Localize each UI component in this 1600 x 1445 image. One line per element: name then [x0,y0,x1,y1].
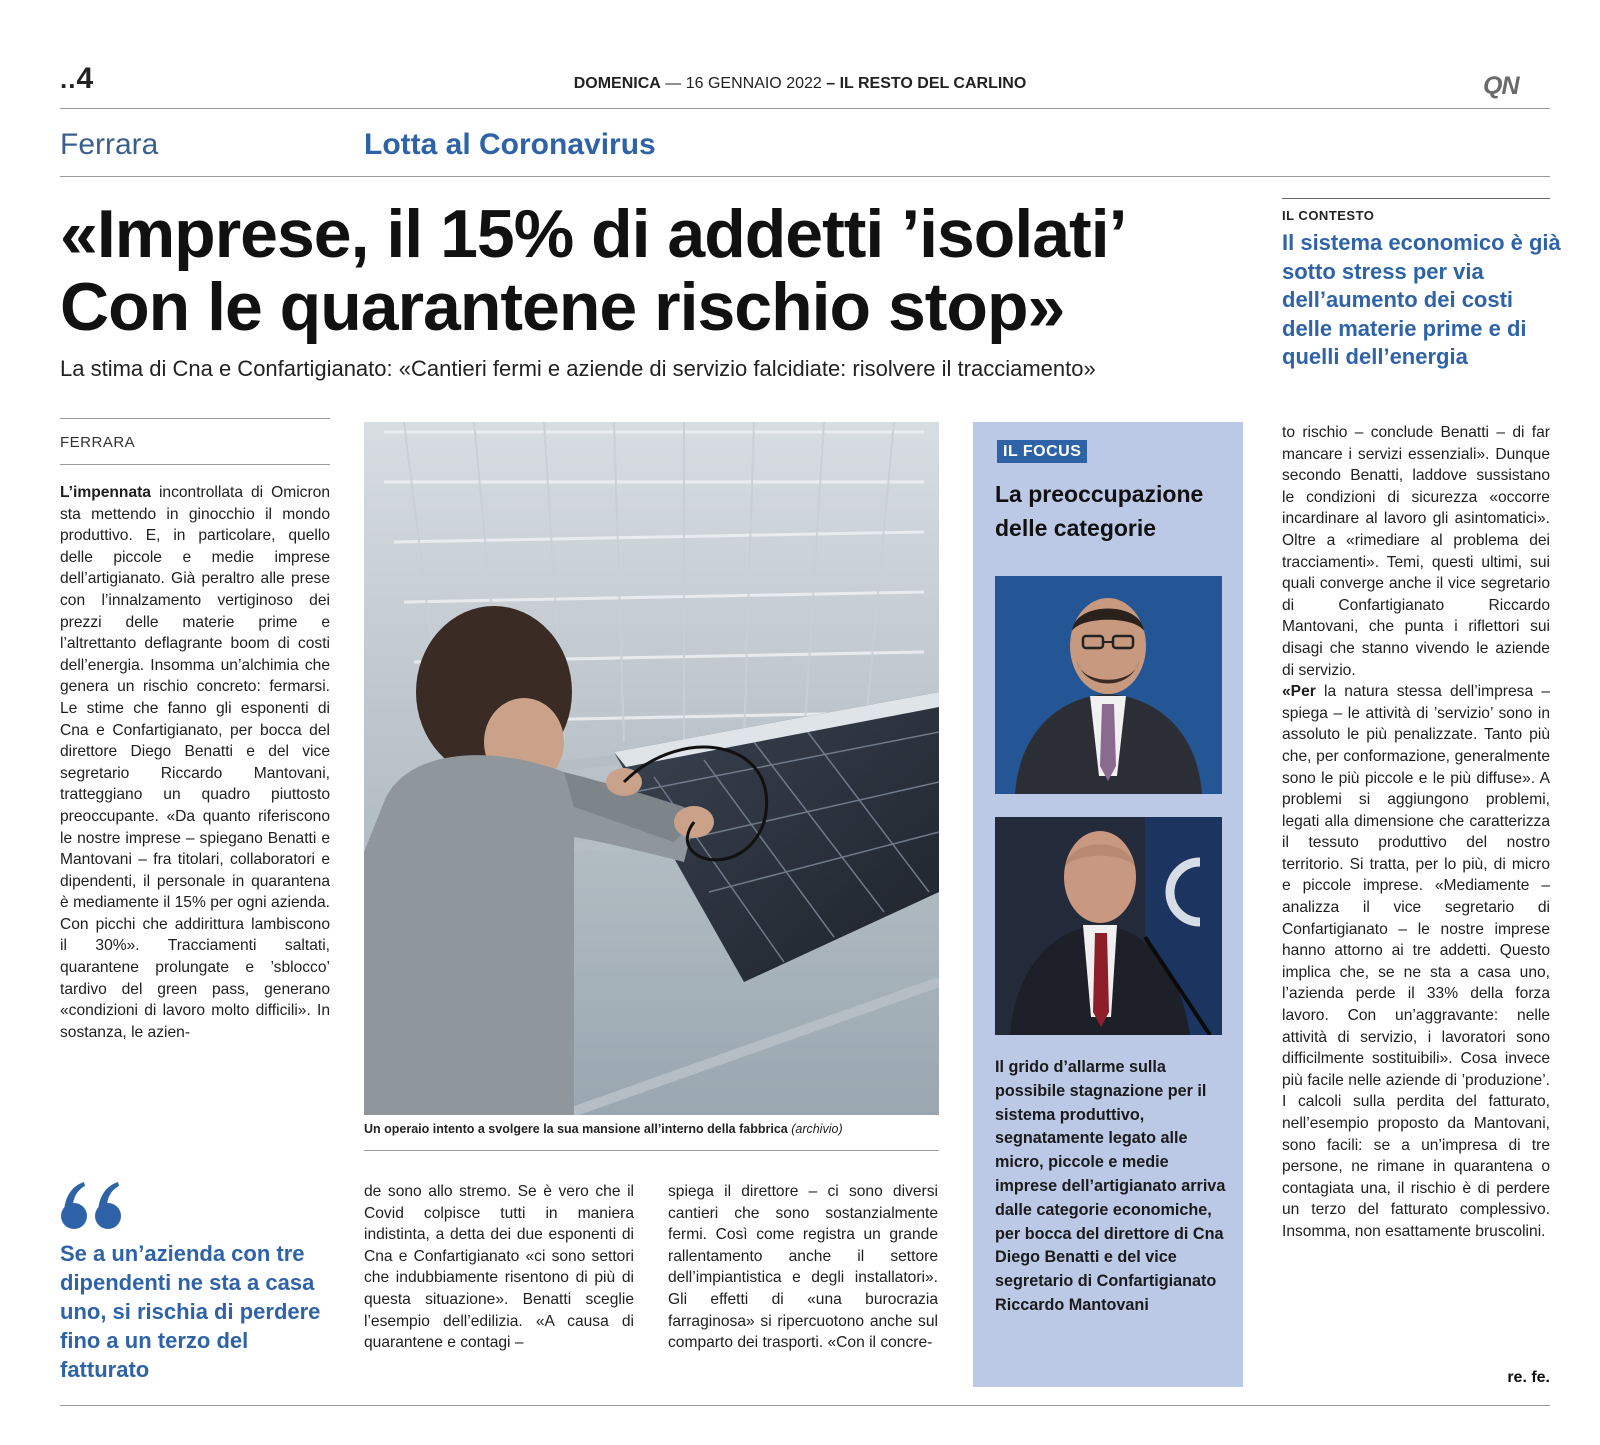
photo-caption [364,1122,939,1136]
quote-mark-icon [60,1180,124,1230]
portrait-1-illustration [995,576,1222,794]
article-lead-word: L’impennata [60,484,151,501]
pull-quote: Se a un’azienda con tre dipendenti ne sta a casa uno, si rischia di perdere fino a un terzo del fatturato [60,1241,321,1382]
dateline [0,75,1600,93]
caption-rule [364,1150,939,1151]
article-column-1 [60,482,330,1162]
dateline-dash: — [665,75,682,92]
newspaper-name: IL RESTO DEL CARLINO [839,75,1027,92]
headline-line-2: Con le quarantene rischio stop» [60,269,1065,345]
article-column-4-lead: «Per [1282,683,1316,701]
focus-tag: IL FOCUS [997,440,1087,463]
dateline-dash-2: – [826,75,836,92]
qn-logo: QN [1483,72,1519,100]
focus-title: La preoccupazione delle categorie [995,481,1204,541]
headline [60,198,1250,344]
focus-body: d’allarme sulla possibile stagnazione per il sistema produttivo, segnatamente legato alle micro, piccole e medie imprese dell’artigianato arriva dalle categorie economiche, per bocca del direttore di Cna Diego Benatti e del vice segretario di Confartigianato Riccardo Mantovani [995,1058,1226,1314]
subheadline: La stima di Cna e Confartigianato: «Cantieri fermi e aziende di servizio falcidiate: risolvere il tracciamento» [60,356,1096,381]
page-number-value: 4 [76,62,94,95]
byline-rule-top [60,418,330,419]
byline: FERRARA [60,434,136,451]
headline-line-1: «Imprese, il 15% di addetti ’isolati’ [60,196,1127,272]
portrait-riccardo-mantovani [995,817,1222,1035]
factory-worker-photo [364,422,939,1115]
article-column-3: spiega il direttore – ci sono diversi cantieri che sono sostanzialmente fermi. Così come registra un grande rallentamento anche il settore dell’impiantistica e degli installatori». Gli effetti di «una burocrazia farraginosa» si ripercuotono anche sul comparto dei trasporti. «Con il concre- [668,1183,938,1352]
context-rule [1282,198,1550,199]
masthead-rule [60,108,1550,109]
page-bottom-rule [60,1405,1550,1406]
photo-credit: (archivio) [791,1122,843,1136]
portrait-diego-benatti [995,576,1222,794]
focus-lead: Il grido [995,1058,1049,1076]
author-signature: re. fe. [1507,1369,1550,1386]
context-label: IL CONTESTO [1282,208,1375,223]
factory-worker-illustration [364,422,939,1115]
context-text: Il sistema economico è già sotto stress per via dell’aumento dei costi delle materie prime e di quelli dell’energia [1282,230,1561,369]
portrait-2-illustration [995,817,1222,1035]
article-column-4 [1282,422,1550,1387]
section-label: Ferrara [60,128,159,161]
photo-caption-text: Un operaio intento a svolgere la sua mansione all’interno della fabbrica [364,1122,788,1136]
article-column-1-text: incontrollata di Omicron sta mettendo in ginocchio il mondo produttivo. E, in particolare, quello delle piccole e medie imprese dell’artigianato. Già peraltro alle prese con l’innalzamento vertiginoso dei prezzi delle materie prime e l’altrettanto deflagrante boom di costi dell’energia. Insomma un’alchimia che genera un rischio concreto: fermarsi. Le stime che fanno gli esponenti di Cna e Confartigianato, per bocca del direttore Diego Benatti e del vice segretario Riccardo Mantovani, tratteggiano un quadro piuttosto preoccupante. «Da quanto riferiscono le nostre imprese – spiegano Benatti e Mantovani – fra titolari, collaboratori e dipendenti, il personale in quarantena è mediamente il 15% per ogni azienda. Con picchi che addirittura lambiscono il 30%». Tracciamenti saltati, quarantene prolungate e ’sblocco’ tardivo del green pass, generano «condizioni di lavoro molto difficili». In sostanza, le azien- [60,484,330,1041]
dateline-date: 16 GENNAIO 2022 [685,75,822,92]
dateline-day: DOMENICA [573,75,661,92]
section-rule [60,176,1550,177]
byline-rule-bottom [60,464,330,465]
article-column-4-p2: la natura stessa dell’impresa – spiega – le attività di ’servizio’ sono in assoluto le più penalizzate. Tanto più che, per conformazione, generalmente sono le più piccole e le più diffuse». A problemi si aggiungono problemi, legati alla dimensione che caratterizza il tessuto produttivo del nostro territorio. Si tratta, per lo più, di micro e piccole imprese. «Mediamente – analizza il vice segretario di Confartigianato – le nostre imprese hanno attorno ai tre addetti. Questo implica che, se ne sta a casa uno, l’azienda perde il 33% della forza lavoro. Con un’aggravante: nelle attività di servizio, i lavoratori sono difficilmente sostituibili». Cosa invece più facile nelle aziende di ’produzione’. I calcoli sulla perdita del fatturato, nell’esempio proposto da Mantovani, sono facili: se a un’impresa di tre persone, ne rimane in quarantena o contagiata una, il rischio è di perdere un terzo del fatturato complessivo. Insomma, non esattamente bruscolini. [1282,683,1550,1240]
article-column-4-p1: to rischio – conclude Benatti – di far mancare i servizi essenziali». Dunque secondo Benatti, laddove sussistano le condizioni di sicurezza «occorre incardinare al lavoro gli asintomatici». Oltre a «rimediare al problema dei tracciamenti». Temi, questi ultimi, sui quali converge anche il vice segretario di Confartigianato Riccardo Mantovani, che punta i riflettori sui disagi che stanno vivendo le aziende di servizio. [1282,424,1550,679]
topic-kicker: Lotta al Coronavirus [364,128,656,161]
article-column-2: de sono allo stremo. Se è vero che il Covid colpisce tutti in maniera indistinta, a detta dei due esponenti di Cna e Confartigianato «ci sono settori che indubbiamente risentono di più di questa situazione». Benatti sceglie l’esempio dell’edilizia. «A causa di quarantene e contagi – [364,1183,634,1352]
focus-text [995,1056,1230,1318]
page-dots: .. [60,64,77,94]
